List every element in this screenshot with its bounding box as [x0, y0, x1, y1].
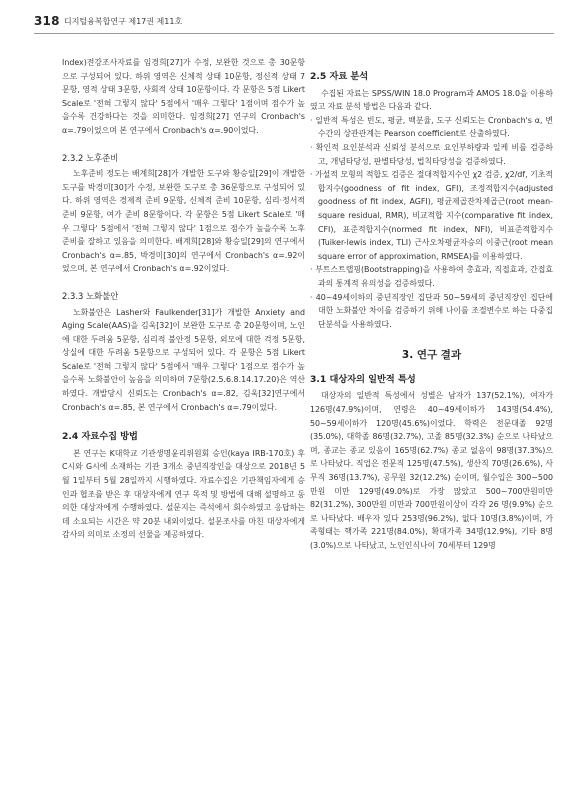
right-column: [310, 56, 553, 553]
paragraph-general-characteristics: 대상자의 일반적 특성에서 성별은 남자가 137(52.1%), 여자가 126명(47.9%)이며, 연령은 40~49세이하가 143명(54.4%), 50~59세이하가 120명(45.6%)이었다. 학력은 전문대졸 92명(35.0%), 대학졸 86명(32.7%), 고졸 85명(32.3%) 순으로 나타났으며, 종교는 종교 있음이 165명(62.7%) 종교 없음이 98명(37.3%)으로 나타났다. 직업은 전문직 125명(47.5%), 생산직 70명(26.6%), 사무직 36명(13.7%), 공무원 32(12.2%) 순이며, 월수입은 300~500만원 미만 129명(49.0%)로 가장 많았고 500~700만원미만 82(31.2%), 300만원 미만과 700만원이상이 각각 26 명(9.9%) 순으로 나타났다. 배우자 있다 253명(96.2%), 없다 10명(3.8%)이며, 가족형태는 핵가족 221명(84.0%), 확대가족 34명(12.9%), 기타 8명(3.0%)으로 나타났고, 노인인식나이 70세부터 129명: [310, 391, 553, 550]
header-rule: [34, 33, 554, 34]
subsection-heading-2-3-2: 2.3.2 노후준비: [62, 152, 119, 163]
analysis-bullet-list: [310, 114, 553, 332]
section-heading-2-4: 2.4 자료수집 방법: [62, 431, 138, 443]
section-heading-2-5: 2.5 자료 분석: [310, 71, 369, 82]
list-item: · 가설적 모형의 적합도 검증은 절대적합지수인 χ2 검증, χ2/df, 기초적합지수(goodness of fit index, GFI), 조정적합지수(adjusted goodness of fit index, AGFI), 평균제곱잔차제곱근(root mean-square residual, RMR), 비교적합 지수(comparative fit index, CFI), 표준적합지수(normed fit index, NFI), 비표준적합지수(Tuiker-lewis index, TLI) 근사오차평균자승의 이중근(root mean square error of approximation, RMSEA)를 이용하였다.: [310, 170, 553, 261]
journal-title: 디지털융복합연구 제17권 제11호: [64, 17, 183, 26]
page-number: 318: [34, 14, 60, 28]
chapter-heading-results: 3. 연구 결과: [401, 349, 462, 362]
section-heading-3-1: 3.1 대상자의 일반적 특성: [310, 373, 416, 385]
paragraph-retirement-prep: 노후준비 정도는 배계희[28]가 개발한 도구와 황승일[29]이 개발한 도구를 박경미[30]가 수정, 보완한 도구로 총 36문항으로 구성되어 있다. 하위 영역은 경제적 준비 9문항, 신체적 준비 10문항, 심리·정서적 준비 9문항, 여가 준비 8문항이다. 각 문항은 5점 Likert Scale로 '매우 그렇다' 5점에서 '전혀 그렇지 않다' 1점으로 점수가 높을수록 노후준비를 잘하고 있음을 의미한다. 배계희[28]와 황승일[29]의 연구에서 Cronbach's α=.85, 박경미[30]의 연구에서 Cronbach's α=.92이었으며, 본 연구에서 Cronbach's α=.92이었다.: [62, 169, 305, 274]
paragraph-analysis-intro: 수집된 자료는 SPSS/WIN 18.0 Program과 AMOS 18.0을 이용하였고 자료 분석 방법은 다음과 같다.: [310, 88, 553, 112]
list-item: · 40~49세이하의 중년직장인 집단과 50~59세의 중년직장인 집단에 대한 노화불안 차이를 검증하기 위해 나이를 조절변수로 하는 다중집단분석을 사용하였다.: [310, 292, 553, 329]
left-column: [62, 56, 305, 542]
list-item: · 부트스트랩핑(Bootstrapping)을 사용하여 총효과, 직접효과, 간접효과의 통계적 유의성을 검증하였다.: [310, 265, 553, 288]
paragraph-spiritual-health: Index)전강조사자료를 임경희[27]가 수정, 보완한 것으로 총 30문항으로 구성되어 있다. 하위 영역은 신체적 상태 10문항, 정신적 상태 7문항, 영적 상태 3문항, 사회적 상태 10문항이다. 각 문항은 5점 Likert Scale로 '전혀 그렇지 않다' 5점에서 '매우 그렇다' 1점이며 점수가 높을수록 건강하다는 것을 의미한다. 임경희[27] 연구의 Cronbach's α=.79이었으며 본 연구에서 Cronbach's α=.90이었다.: [62, 58, 305, 135]
list-item: · 확인적 요인분석과 신뢰성 분석으로 요인부하량과 일케 비를 검증하고, 개념타당성, 판별타당성, 법칙타당성을 검증하였다.: [310, 142, 553, 166]
paragraph-data-collection: 본 연구는 K대학교 기관생명윤리위원회 승인(kaya IRB-170호) 후 C시와 G시에 소재하는 기관 3개소 중년직장인을 대상으로 2018년 5월 1일부터 5월 28일까지 시행하였다. 자료수집은 기관책임자에게 승인과 협조를 받은 후 대상자에게 연구 목적 및 방법에 대해 설명하고 동의한 대상자에게 수행하였다. 설문지는 즉석에서 회수하였고 응답하는데 소요되는 시간은 약 20분 내외이었다. 설문조사를 마친 대상자에게 감사의 의미로 소정의 선물을 제공하였다.: [62, 448, 305, 540]
list-item: · 일반적 특성은 빈도, 평균, 백분율, 도구 신뢰도는 Cronbach's α, 변수간의 상관관계는 Pearson coefficient로 산출하였다.: [310, 115, 553, 139]
paragraph-aging-anxiety: 노화불안은 Lasher와 Faulkender[31]가 개발한 Anxiety and Aging Scale(AAS)을 김욱[32]이 보완한 도구로 총 20문항이며, 노인에 대한 두려움 5문항, 심리적 불안정 5문항, 외모에 대한 걱정 5문항, 상실에 대한 두려움 5문항으로 구성되어 있다. 각 문항은 5점 Likert Scale로 '전혀 그렇지 않다' 5점에서 '매우 그렇다' 1점으로 점수가 높을수록 노화불안이 높음을 의미하며 7문항(2.5.6.8.14.17.20)은 역산 하였다. 개발당시 신뢰도는 Cronbach's α=.82, 김욱[32]연구에서 Cronbach's α=.85, 본 연구에서 Cronbach's α=.79이었다.: [62, 307, 305, 412]
subsection-heading-2-3-3: 2.3.3 노화불안: [62, 290, 119, 301]
page-header: [34, 14, 554, 34]
